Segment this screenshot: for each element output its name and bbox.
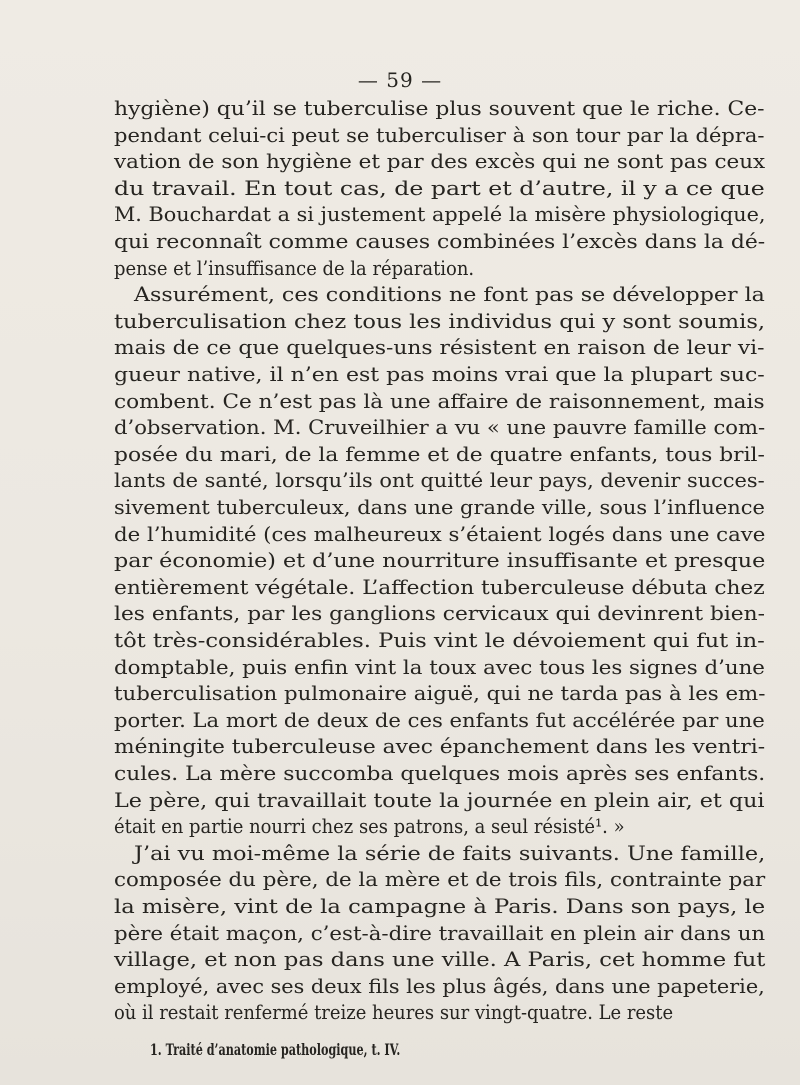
text-line: d’observation. M. Cruveilhier a vu « une pauvre famille com-: [114, 416, 766, 439]
page-number: — 59 —: [357, 68, 443, 92]
text-line: hygiène) qu’il se tuberculise plus souvent que le riche. Ce-: [114, 97, 765, 120]
text-line: posée du mari, de la femme et de quatre enfants, tous bril-: [114, 443, 765, 466]
text-line: village, et non pas dans une ville. A Paris, cet homme fut: [114, 948, 766, 971]
text-line: tôt très-considérables. Puis vint le dévoiement qui fut in-: [114, 629, 765, 652]
text-line: par économie) et d’une nourriture insuffisante et presque: [114, 549, 766, 572]
text-line: employé, avec ses deux fils les plus âgés, dans une papeterie,: [114, 975, 765, 998]
text-line: combent. Ce n’est pas là une affaire de raisonnement, mais: [114, 390, 765, 413]
text-line: cules. La mère succomba quelques mois après ses enfants.: [114, 762, 766, 785]
text-line: Le père, qui travaillait toute la journée en plein air, et qui: [114, 789, 765, 812]
text-line: les enfants, par les ganglions cervicaux qui devinrent bien-: [114, 602, 765, 625]
text-line: porter. La mort de deux de ces enfants fut accélérée par une: [114, 709, 765, 732]
text-line: où il restait renfermé treize heures sur vingt-quatre. Le reste: [114, 1001, 674, 1024]
text-line: du travail. En tout cas, de part et d’autre, il y a ce que: [114, 177, 765, 200]
text-line: qui reconnaît comme causes combinées l’excès dans la dé-: [114, 230, 766, 253]
text-line: composée du père, de la mère et de trois fils, contrainte par: [114, 868, 766, 891]
text-line: méningite tuberculeuse avec épanchement dans les ventri-: [114, 735, 766, 758]
text-line: vation de son hygiène et par des excès qui ne sont pas ceux: [114, 150, 766, 173]
text-line: la misère, vint de la campagne à Paris. Dans son pays, le: [114, 895, 766, 918]
text-line: père était maçon, c’est-à-dire travaillait en plein air dans un: [114, 922, 766, 945]
text-line: M. Bouchardat a si justement appelé la misère physiologique,: [114, 203, 766, 226]
text-line: domptable, puis enfin vint la toux avec tous les signes d’une: [114, 656, 765, 679]
text-line: tuberculisation pulmonaire aiguë, qui ne tarda pas à les em-: [114, 682, 766, 705]
text-line: était en partie nourri chez ses patrons, a seul résisté¹. »: [114, 815, 625, 838]
text-line: mais de ce que quelques-uns résistent en raison de leur vi-: [114, 336, 765, 359]
text-line: sivement tuberculeux, dans une grande ville, sous l’influence: [114, 496, 765, 519]
footnote: 1. Traité d’anatomie pathologique, t. IV.: [150, 1040, 401, 1059]
text-line: J’ai vu moi-même la série de faits suivants. Une famille,: [134, 842, 766, 865]
text-line: entièrement végétale. L’affection tuberculeuse débuta chez: [114, 576, 765, 599]
text-line: gueur native, il n’en est pas moins vrai que la plupart suc-: [114, 363, 765, 386]
text-line: pendant celui-ci peut se tuberculiser à son tour par la dépra-: [114, 124, 765, 147]
text-line: lants de santé, lorsqu’ils ont quitté leur pays, devenir succes-: [114, 469, 765, 492]
text-line: tuberculisation chez tous les individus qui y sont soumis,: [114, 310, 766, 333]
text-line: pense et l’insuffisance de la réparation.: [114, 257, 475, 280]
text-line: de l’humidité (ces malheureux s’étaient logés dans une cave: [114, 523, 766, 546]
text-line: Assurément, ces conditions ne font pas se développer la: [134, 283, 765, 306]
